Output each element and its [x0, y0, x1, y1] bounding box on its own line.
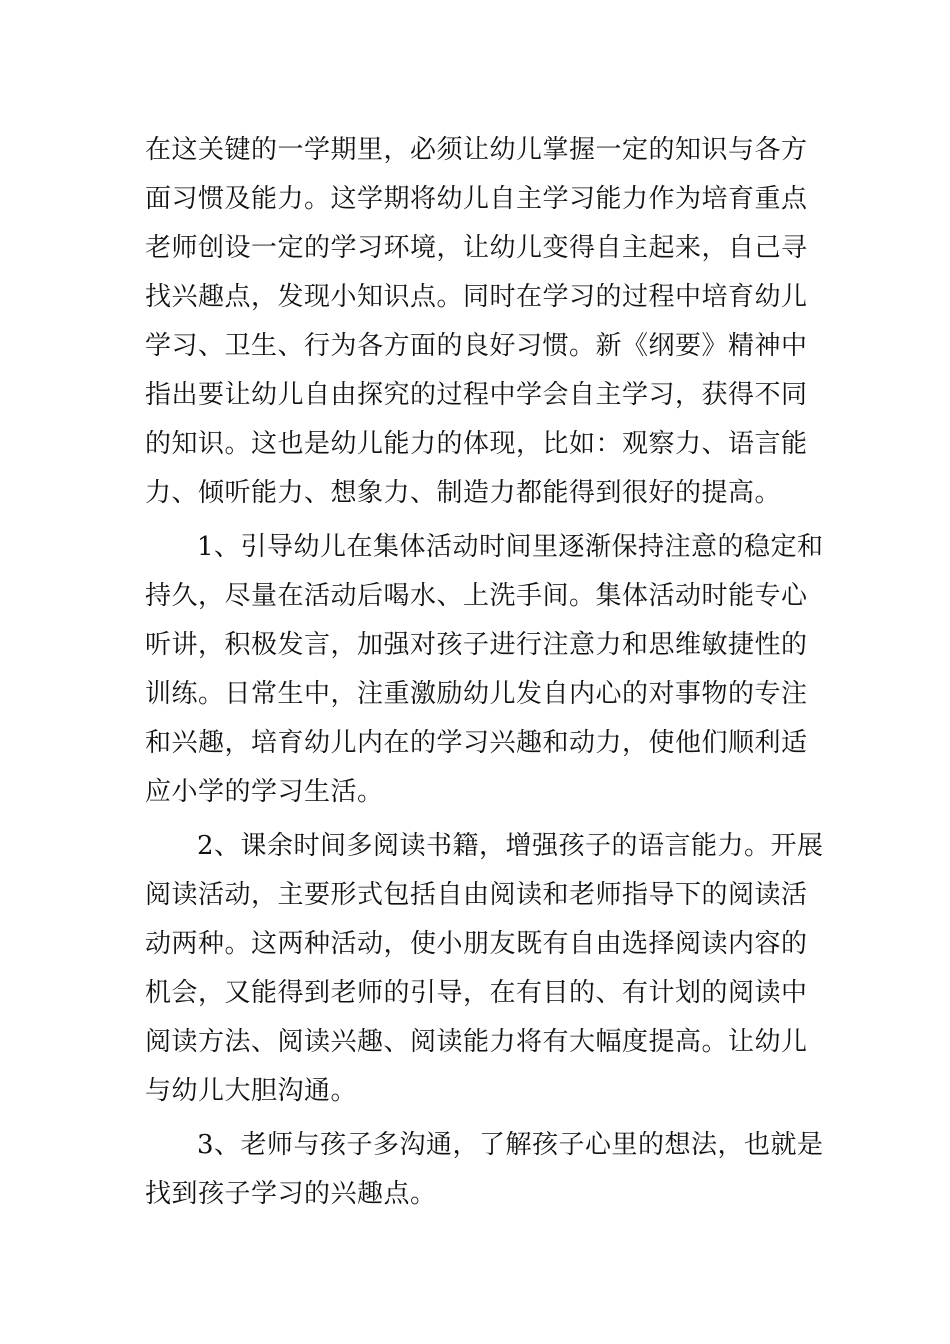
text-line: 应小学的学习生活。	[145, 777, 384, 807]
text-line: 阅读方法、阅读兴趣、阅读能力将有大幅度提高。让幼儿	[145, 1027, 808, 1057]
text-line: 的知识。这也是幼儿能力的体现，比如：观察力、语言能	[145, 429, 808, 459]
paragraph-1-first-line: 1、引导幼儿在集体活动时间里逐渐保持注意的稳定和	[197, 532, 824, 562]
text-line: 机会，又能得到老师的引导，在有目的、有计划的阅读中	[145, 978, 808, 1008]
text-line: 力、倾听能力、想象力、制造力都能得到很好的提高。	[145, 478, 782, 508]
paragraph-2-first-line: 2、课余时间多阅读书籍，增强孩子的语言能力。开展	[197, 831, 824, 861]
text-line: 动两种。这两种活动，使小朋友既有自由选择阅读内容的	[145, 929, 808, 959]
text-line: 和兴趣，培育幼儿内在的学习兴趣和动力，使他们顺利适	[145, 728, 808, 758]
text-line: 听讲，积极发言，加强对孩子进行注意力和思维敏捷性的	[145, 630, 808, 660]
text-line: 在这关键的一学期里，必须让幼儿掌握一定的知识与各方	[145, 135, 808, 165]
text-line: 训练。日常生中，注重激励幼儿发自内心的对事物的专注	[145, 679, 808, 709]
text-line: 与幼儿大胆沟通。	[145, 1076, 358, 1106]
text-line: 面习惯及能力。这学期将幼儿自主学习能力作为培育重点	[145, 184, 808, 214]
text-line: 找兴趣点，发现小知识点。同时在学习的过程中培育幼儿	[145, 282, 808, 312]
text-line: 持久，尽量在活动后喝水、上洗手间。集体活动时能专心	[145, 581, 808, 611]
paragraph-3-first-line: 3、老师与孩子多沟通，了解孩子心里的想法，也就是	[197, 1130, 824, 1160]
text-line: 老师创设一定的学习环境，让幼儿变得自主起来，自己寻	[145, 233, 808, 263]
text-line: 学习、卫生、行为各方面的良好习惯。新《纲要》精神中	[145, 331, 808, 361]
text-line: 指出要让幼儿自由探究的过程中学会自主学习，获得不同	[145, 380, 808, 410]
text-line: 找到孩子学习的兴趣点。	[145, 1179, 437, 1209]
text-line: 阅读活动，主要形式包括自由阅读和老师指导下的阅读活	[145, 880, 808, 910]
